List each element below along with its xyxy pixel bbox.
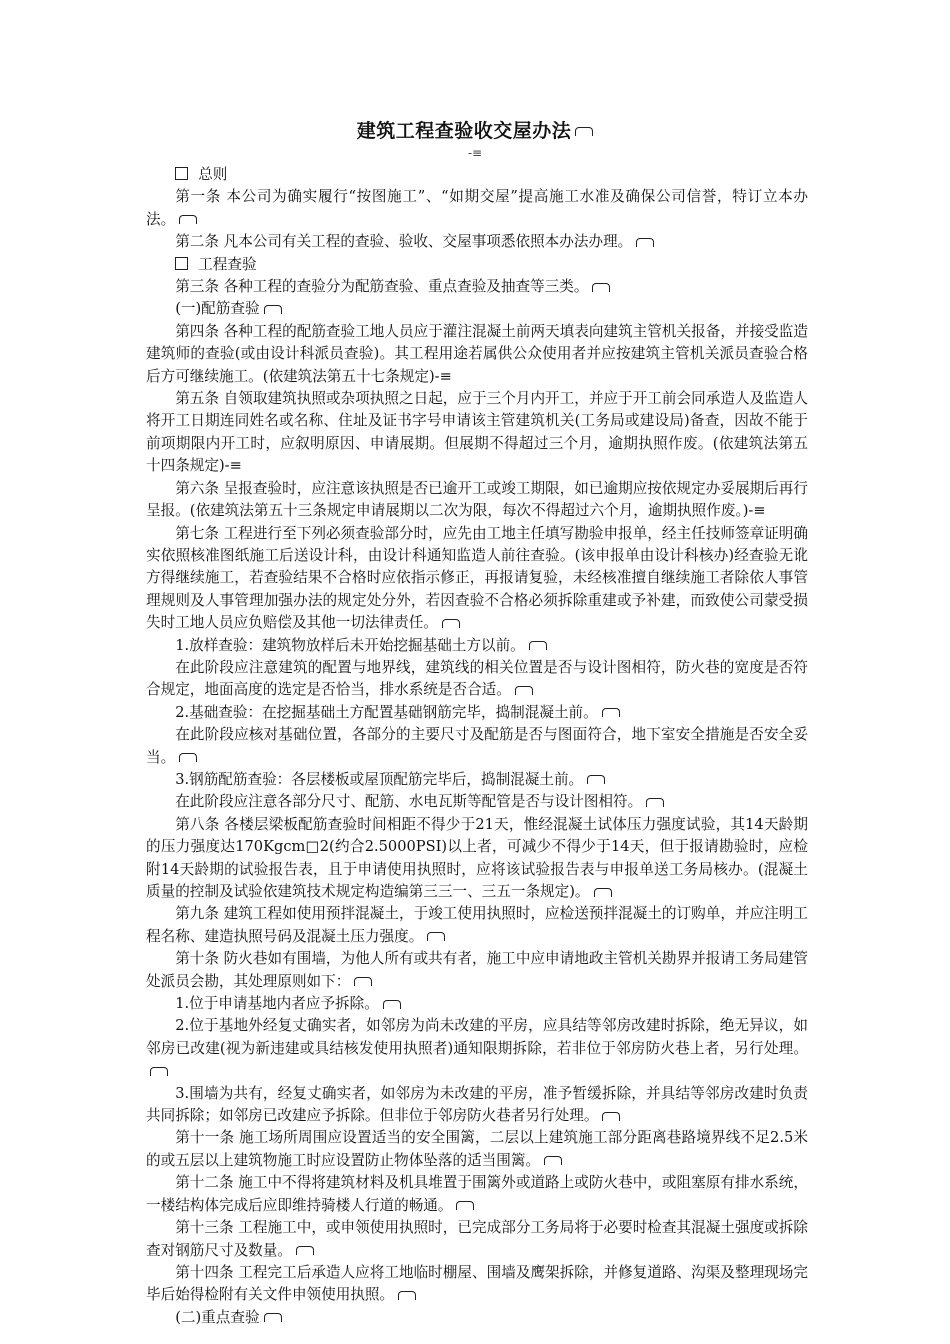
paragraph-mark-icon	[544, 1156, 562, 1165]
paragraph-text: 第十一条 施工场所周围应设置适当的安全围篱，二层以上建筑施工部分距离巷路境界线不足2.5米的或五层以上建筑物施工时应设置防止物体坠落的适当围篱。	[146, 1129, 808, 1169]
paragraph	[146, 948, 808, 993]
paragraph-text: 第八条 各楼层梁板配筋查验时间相距不得少于21天，惟经混凝土试体压力强度试验，其14天龄期的压力强度达170Kgcm□2(约合2.5000PSI)以上者，可减少不得少于14天，但于报请勘验时，应检附14天龄期的试验报告表，且于申请使用执照时，应将该试验报告表与申报单送工务局核办。(混凝土质量的控制及试验依建筑技术规定构造编第三三一、三五一条规定)。	[146, 815, 808, 900]
paragraph	[146, 814, 808, 904]
paragraph-mark-icon	[354, 977, 372, 986]
paragraph-text: 第二条 凡本公司有关工程的查验、验收、交屋事项悉依照本办法办理。	[175, 233, 633, 251]
paragraph-mark-icon	[529, 641, 547, 650]
paragraph-text: 1.放样查验：建筑物放样后未开始挖掘基础土方以前。	[175, 636, 525, 654]
paragraph-mark-icon	[398, 1291, 416, 1300]
paragraph-text: 第十四条 工程完工后承造人应将工地临时棚屋、围墙及鹰架拆除，并修复道路、沟渠及整理现场完毕后始得检附有关文件申领使用执照。	[146, 1263, 808, 1304]
paragraph	[146, 298, 808, 320]
checkbox-square-icon	[175, 167, 188, 180]
paragraph	[146, 523, 808, 635]
paragraph	[146, 276, 808, 298]
paragraph-mark-icon	[575, 127, 593, 136]
paragraph	[146, 635, 808, 657]
paragraph	[146, 903, 808, 948]
paragraph	[146, 1262, 808, 1307]
document-body	[146, 164, 808, 1329]
paragraph	[146, 388, 808, 478]
paragraph-text: 第一条 本公司为确实履行“按图施工”、“如期交屋”提高施工水准及确保公司信誉，特订立本办法。	[146, 188, 808, 228]
document-subtitle: -≡	[467, 146, 483, 160]
paragraph	[146, 186, 808, 231]
paragraph-text: 总则	[198, 166, 228, 183]
section-heading	[146, 254, 808, 276]
paragraph-text: 在此阶段应注意各部分尺寸、配筋、水电瓦斯等配管是否与设计图相符。	[175, 793, 643, 811]
paragraph	[146, 993, 808, 1015]
paragraph-text: 1.位于申请基地内者应予拆除。	[175, 995, 379, 1013]
paragraph	[146, 769, 808, 791]
paragraph	[146, 1172, 808, 1217]
paragraph	[146, 478, 808, 523]
paragraph-text: 第七条 工程进行至下列必须查验部分时，应先由工地主任填写勘验申报单，经主任技师签章证明确实依照核准图纸施工后送设计科，由设计科通知监造人前往查验。(该申报单由设计科核办)经查验无讹方得继续施工，若查验结果不合格时应依指示修正，再报请复验，未经核准擅自继续施工者除依人事管理规则及人事管理加强办法的规定处分外，若因查验不合格必须拆除重建或予补建，而致使公司蒙受损失时工地人员应负赔偿及其他一切法律责任。	[146, 524, 808, 632]
paragraph-mark-icon	[636, 238, 654, 247]
paragraph-text: (一)配筋查验	[175, 300, 260, 318]
paragraph	[146, 1015, 808, 1082]
paragraph	[146, 724, 808, 769]
paragraph-mark-icon	[602, 1112, 620, 1121]
section-heading	[146, 164, 808, 186]
paragraph	[146, 657, 808, 702]
paragraph-mark-icon	[515, 686, 533, 695]
paragraph-text: 第十条 防火巷如有围墙，为他人所有或共有者，施工中应申请地政主管机关勘界并报请工务局建管处派员会勘，其处理原则如下：	[146, 950, 808, 990]
paragraph-text: 第四条 各种工程的配筋查验工地人员应于灌注混凝土前两天填表向建筑主管机关报备，并接受监造建筑师的查验(或由设计科派员查验)。其工程用途若属供公众使用者并应按建筑主管机关派员查验合格后方可继续施工。(依建筑法第五十七条规定)-≡	[146, 322, 808, 385]
paragraph-mark-icon	[442, 619, 460, 628]
paragraph-text: 2.基础查验：在挖掘基础土方配置基础钢筋完毕，捣制混凝土前。	[175, 703, 598, 721]
checkbox-square-icon	[175, 257, 188, 270]
paragraph-text: 在此阶段应核对基础位置，各部分的主要尺寸及配筋是否与图面符合，地下室安全措施是否安全妥当。	[146, 726, 808, 766]
paragraph-text: 第九条 建筑工程如使用预拌混凝土，于竣工使用执照时，应检送预拌混凝土的订购单，并应注明工程名称、建造执照号码及混凝土压力强度。	[146, 905, 808, 945]
paragraph-mark-icon	[383, 1000, 401, 1009]
document-title	[0, 116, 950, 143]
paragraph	[146, 1083, 808, 1128]
paragraph-text: 2.位于基地外经复丈确实者，如邻房为尚未改建的平房，应具结等邻房改建时拆除，绝无异议，如邻房已改建(视为新违建或具结核发使用执照者)通知限期拆除，若非位于邻房防火巷上者，另行处理。	[146, 1017, 808, 1057]
paragraph-mark-icon	[264, 1313, 282, 1322]
paragraph-mark-icon	[296, 1246, 314, 1255]
paragraph	[146, 321, 808, 388]
paragraph-text: 3.围墙为共有，经复丈确实者，如邻房为未改建的平房，准予暂缓拆除，并具结等邻房改建时负责共同拆除；如邻房已改建应予拆除。但非位于邻房防火巷者另行处理。	[146, 1084, 808, 1125]
paragraph-mark-icon	[646, 798, 664, 807]
paragraph-text: 第三条 各种工程的查验分为配筋查验、重点查验及抽查等三类。	[175, 278, 589, 296]
paragraph-text: 在此阶段应注意建筑的配置与地界线，建筑线的相关位置是否与设计图相符，防火巷的宽度是否符合规定，地面高度的选定是否恰当，排水系统是否合适。	[146, 658, 808, 699]
paragraph-mark-icon	[179, 753, 197, 762]
paragraph-text: 3.钢筋配筋查验：各层楼板或屋顶配筋完毕后，捣制混凝土前。	[175, 770, 584, 788]
paragraph-mark-icon	[456, 1201, 474, 1210]
paragraph	[146, 231, 808, 253]
paragraph	[146, 1307, 808, 1329]
paragraph-mark-icon	[150, 1067, 168, 1076]
paragraph-mark-icon	[179, 215, 197, 224]
paragraph-mark-icon	[587, 775, 605, 784]
document-title-text: 建筑工程查验收交屋办法	[356, 120, 572, 142]
paragraph-mark-icon	[264, 305, 282, 314]
paragraph-text: 第十三条 工程施工中，或申领使用执照时，已完成部分工务局将于必要时检查其混凝土强度或拆除查对钢筋尺寸及数量。	[146, 1219, 808, 1259]
paragraph	[146, 791, 808, 813]
paragraph	[146, 1127, 808, 1172]
paragraph-mark-icon	[602, 708, 620, 717]
paragraph-text: 第五条 自领取建筑执照或杂项执照之日起，应于三个月内开工，并应于开工前会同承造人及监造人将开工日期连同姓名或名称、住址及证书字号申请该主管建筑机关(工务局或建设局)备查，因故不能于前项期限内开工时，应叙明原因、申请展期。但展期不得超过三个月，逾期执照作废。(依建筑法第五十四条规定)-≡	[146, 390, 808, 475]
paragraph-mark-icon	[594, 888, 612, 897]
paragraph	[146, 702, 808, 724]
paragraph-text: 第六条 呈报查验时，应注意该执照是否已逾开工或竣工期限，如已逾期应按依规定办妥展期后再行呈报。(依建筑法第五十三条规定申请展期以二次为限，每次不得超过六个月，逾期执照作废。)-≡	[146, 479, 808, 520]
paragraph-text: 工程查验	[198, 255, 257, 273]
paragraph-text: (二)重点查验	[175, 1308, 260, 1326]
paragraph-mark-icon	[592, 283, 610, 292]
paragraph-text: 第十二条 施工中不得将建筑材料及机具堆置于围篱外或道路上或防火巷中，或阻塞原有排水系统，一楼结构体完成后应即维持骑楼人行道的畅通。	[146, 1174, 808, 1214]
paragraph	[146, 1217, 808, 1262]
paragraph-mark-icon	[427, 932, 445, 941]
